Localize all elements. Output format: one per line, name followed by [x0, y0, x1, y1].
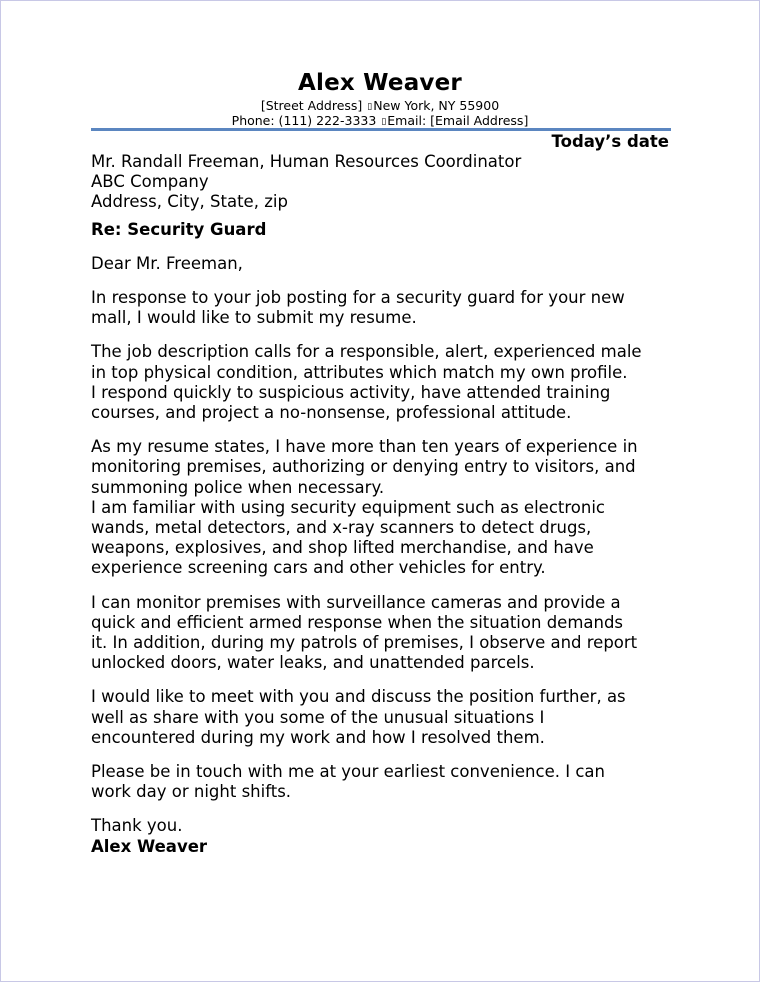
paragraph-line: experience screening cars and other vehicles for entry. — [91, 558, 546, 578]
header-divider — [91, 128, 671, 131]
paragraph-line: I am familiar with using security equipment such as electronic — [91, 497, 605, 517]
paragraph-line: Please be in touch with me at your earliest convenience. I can — [91, 762, 605, 782]
paragraph-line: well as share with you some of the unusual situations I — [91, 707, 545, 727]
city-state-zip: New York, NY 55900 — [373, 98, 500, 113]
closing: Thank you. — [91, 816, 183, 836]
subject-line: Re: Security Guard — [91, 219, 267, 239]
paragraph-line: I would like to meet with you and discuss the position further, as — [91, 687, 626, 707]
letter-date: Today’s date — [551, 132, 669, 151]
paragraph-line: it. In addition, during my patrols of premises, I observe and report — [91, 633, 638, 653]
separator-glyph: ▯ — [381, 117, 387, 127]
sender-name: Alex Weaver — [298, 70, 462, 96]
paragraph-line: In response to your job posting for a security guard for your new — [91, 288, 625, 308]
recipient-company: ABC Company — [91, 172, 209, 192]
separator-glyph: ▯ — [367, 102, 373, 112]
signature: Alex Weaver — [91, 836, 208, 856]
paragraph-line: I can monitor premises with surveillance cameras and provide a — [91, 592, 621, 612]
paragraph — [91, 437, 681, 578]
paragraph-line: in top physical condition, attributes which match my own profile. — [91, 362, 628, 382]
paragraphs — [91, 288, 681, 816]
paragraph — [91, 288, 681, 328]
paragraph-line: unlocked doors, water leaks, and unattended parcels. — [91, 653, 535, 673]
phone-number: Phone: (111) 222-3333 — [231, 113, 377, 128]
paragraph — [91, 762, 681, 802]
paragraph-line: mall, I would like to submit my resume. — [91, 308, 417, 328]
street-address: [Street Address] — [260, 98, 363, 113]
letter-body — [91, 152, 681, 857]
paragraph — [91, 687, 681, 748]
paragraph-line: courses, and project a no-nonsense, professional attitude. — [91, 403, 572, 423]
recipient-address: Address, City, State, zip — [91, 192, 288, 212]
paragraph-line: The job description calls for a responsible, alert, experienced male — [91, 342, 642, 362]
salutation: Dear Mr. Freeman, — [91, 253, 243, 273]
paragraph — [91, 342, 681, 423]
email-address: Email: [Email Address] — [387, 113, 529, 128]
paragraph-line: I respond quickly to suspicious activity, have attended training — [91, 382, 611, 402]
paragraph-line: monitoring premises, authorizing or denying entry to visitors, and — [91, 457, 636, 477]
paragraph — [91, 593, 681, 674]
paragraph-line: quick and efficient armed response when the situation demands — [91, 612, 624, 632]
paragraph-line: work day or night shifts. — [91, 782, 292, 802]
recipient-name: Mr. Randall Freeman, Human Resources Coordinator — [91, 152, 522, 171]
paragraph-line: summoning police when necessary. — [91, 477, 385, 497]
paragraph-line: As my resume states, I have more than ten years of experience in — [91, 437, 638, 457]
paragraph-line: encountered during my work and how I resolved them. — [91, 727, 545, 747]
paragraph-line: weapons, explosives, and shop lifted merchandise, and have — [91, 538, 594, 558]
paragraph-line: wands, metal detectors, and x-ray scanners to detect drugs, — [91, 518, 592, 538]
